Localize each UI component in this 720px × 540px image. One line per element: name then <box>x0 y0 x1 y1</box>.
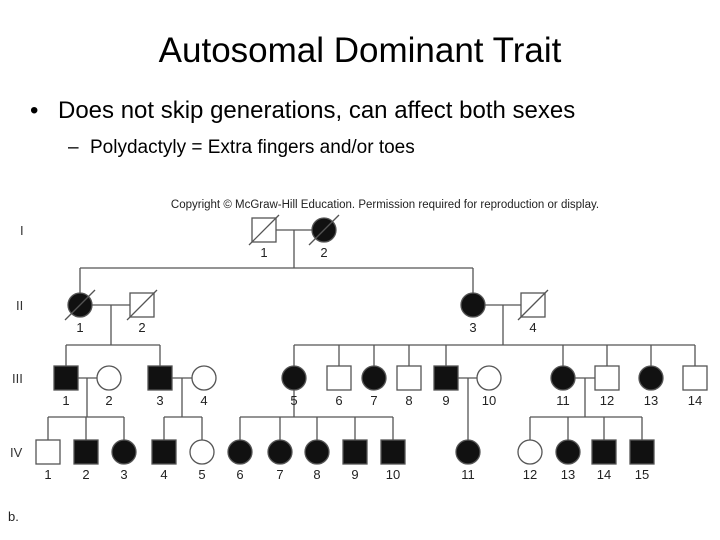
individual-IV-7 <box>268 440 292 482</box>
individual-IV-9 <box>343 440 367 482</box>
generation-labels <box>10 223 24 460</box>
individual-III-9 <box>434 366 458 408</box>
individual-number: 3 <box>120 467 128 482</box>
individual-number: 7 <box>276 467 284 482</box>
individual-III-11 <box>551 366 575 408</box>
affected-male-symbol <box>152 440 176 464</box>
generation-label: IV <box>10 445 23 460</box>
unaffected-male-symbol <box>595 366 619 390</box>
individual-number: 10 <box>481 393 497 408</box>
individual-number: 6 <box>335 393 343 408</box>
unaffected-male-symbol <box>397 366 421 390</box>
generation-label: II <box>16 298 24 313</box>
generation-label: I <box>20 223 24 238</box>
affected-female-symbol <box>362 366 386 390</box>
individual-number: 3 <box>156 393 164 408</box>
affected-female-symbol <box>461 293 485 317</box>
individual-number: 14 <box>596 467 612 482</box>
copyright-notice: Copyright © McGraw-Hill Education. Permission required for reproduction or display. <box>170 199 600 211</box>
individual-II-2 <box>127 290 157 335</box>
affected-female-symbol <box>456 440 480 464</box>
individual-number: 10 <box>385 467 401 482</box>
affected-female-symbol <box>556 440 580 464</box>
individual-IV-4 <box>152 440 176 482</box>
individual-number: 15 <box>634 467 650 482</box>
sub-bullet-text: Polydactyly = Extra fingers and/or toes <box>90 137 415 158</box>
unaffected-male-symbol <box>327 366 351 390</box>
individual-number: 8 <box>405 393 413 408</box>
individual-IV-14 <box>592 440 616 482</box>
individual-IV-5 <box>190 440 214 482</box>
individual-III-8 <box>397 366 421 408</box>
individual-number: 2 <box>138 320 146 335</box>
individual-III-10 <box>477 366 501 408</box>
individual-III-2 <box>97 366 121 408</box>
individual-number: 4 <box>529 320 537 335</box>
individual-III-14 <box>683 366 707 408</box>
slide-title: Autosomal Dominant Trait <box>158 31 562 70</box>
individual-number: 14 <box>687 393 703 408</box>
individual-III-3 <box>148 366 172 408</box>
affected-female-symbol <box>282 366 306 390</box>
individual-III-1 <box>54 366 78 408</box>
affected-male-symbol <box>381 440 405 464</box>
individual-II-3 <box>461 293 485 335</box>
individual-number: 6 <box>236 467 244 482</box>
affected-female-symbol <box>112 440 136 464</box>
individual-number: 8 <box>313 467 321 482</box>
individual-IV-2 <box>74 440 98 482</box>
generation-label: III <box>12 371 23 386</box>
individual-number: 1 <box>62 393 70 408</box>
individual-III-4 <box>192 366 216 408</box>
affected-male-symbol <box>630 440 654 464</box>
individual-IV-15 <box>630 440 654 482</box>
affected-female-symbol <box>268 440 292 464</box>
individual-number: 9 <box>442 393 450 408</box>
affected-male-symbol <box>592 440 616 464</box>
individual-number: 13 <box>643 393 659 408</box>
individual-III-6 <box>327 366 351 408</box>
individual-IV-1 <box>36 440 60 482</box>
individual-number: 1 <box>44 467 52 482</box>
individual-IV-11 <box>456 440 480 482</box>
pedigree-lines <box>48 230 695 440</box>
individual-number: 1 <box>260 245 268 260</box>
individual-number: 11 <box>461 467 475 482</box>
unaffected-female-symbol <box>477 366 501 390</box>
bullet-text: Does not skip generations, can affect both sexes <box>58 97 576 124</box>
affected-male-symbol <box>343 440 367 464</box>
sub-bullet-marker: – <box>68 137 79 158</box>
individual-number: 4 <box>200 393 208 408</box>
individual-number: 3 <box>469 320 477 335</box>
unaffected-female-symbol <box>192 366 216 390</box>
individual-I-1 <box>249 215 279 260</box>
affected-female-symbol <box>639 366 663 390</box>
individual-II-4 <box>518 290 548 335</box>
individual-number: 5 <box>290 393 298 408</box>
individual-number: 2 <box>82 467 90 482</box>
individual-number: 4 <box>160 467 168 482</box>
individual-II-1 <box>65 290 95 335</box>
unaffected-female-symbol <box>518 440 542 464</box>
individual-number: 12 <box>522 467 538 482</box>
unaffected-male-symbol <box>683 366 707 390</box>
individual-number: 1 <box>76 320 84 335</box>
affected-male-symbol <box>148 366 172 390</box>
unaffected-male-symbol <box>36 440 60 464</box>
affected-male-symbol <box>74 440 98 464</box>
individual-number: 2 <box>105 393 113 408</box>
affected-male-symbol <box>54 366 78 390</box>
affected-female-symbol <box>228 440 252 464</box>
individual-IV-10 <box>381 440 405 482</box>
unaffected-female-symbol <box>190 440 214 464</box>
individual-IV-13 <box>556 440 580 482</box>
affected-female-symbol <box>551 366 575 390</box>
affected-male-symbol <box>434 366 458 390</box>
panel-label: b. <box>8 509 19 524</box>
bullet-marker: • <box>30 97 39 124</box>
individual-number: 2 <box>320 245 328 260</box>
individual-IV-8 <box>305 440 329 482</box>
individual-III-13 <box>639 366 663 408</box>
individual-III-12 <box>595 366 619 408</box>
individual-IV-3 <box>112 440 136 482</box>
individual-number: 11 <box>556 393 570 408</box>
individual-number: 13 <box>560 467 576 482</box>
individual-IV-12 <box>518 440 542 482</box>
individual-IV-6 <box>228 440 252 482</box>
individual-III-7 <box>362 366 386 408</box>
individual-number: 5 <box>198 467 206 482</box>
individual-I-2 <box>309 215 339 260</box>
individual-number: 9 <box>351 467 359 482</box>
affected-female-symbol <box>305 440 329 464</box>
individual-number: 7 <box>370 393 378 408</box>
individual-III-5 <box>282 366 306 408</box>
individual-number: 12 <box>599 393 615 408</box>
unaffected-female-symbol <box>97 366 121 390</box>
